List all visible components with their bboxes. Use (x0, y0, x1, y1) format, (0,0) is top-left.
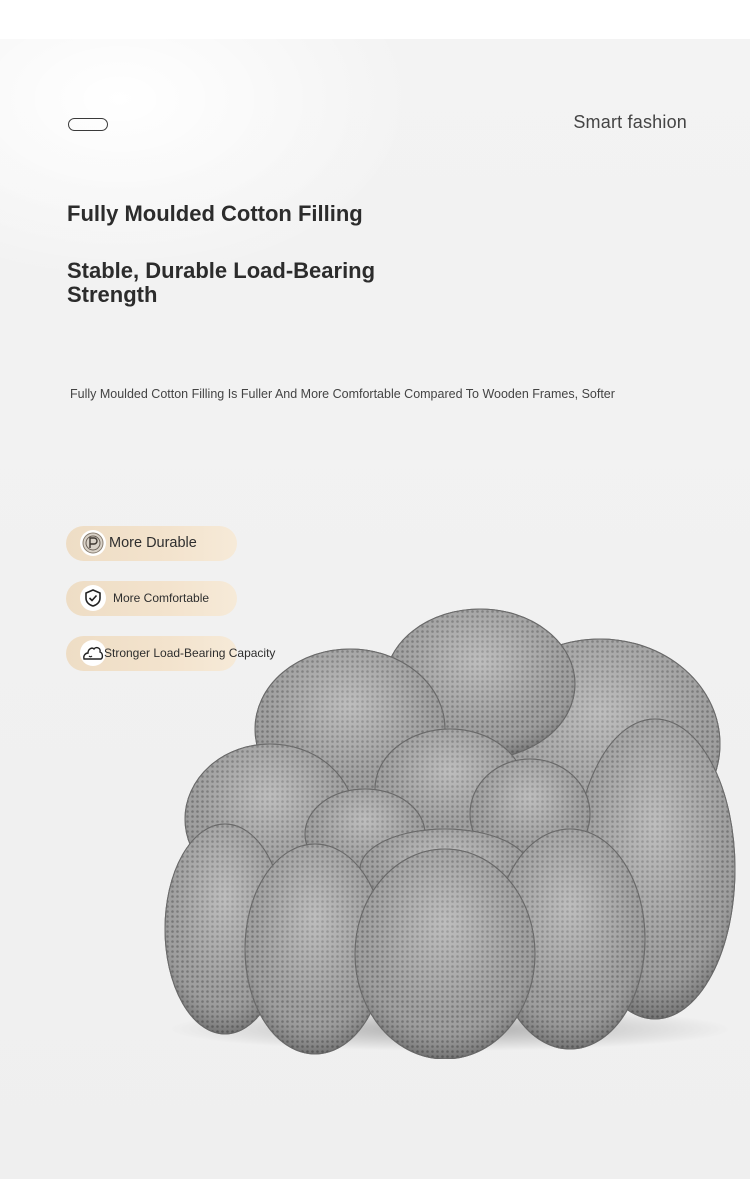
product-description: Fully Moulded Cotton Filling Is Fuller And More Comfortable Compared To Wooden Frames, Softer (70, 387, 615, 401)
headline-subtitle: Stable, Durable Load-Bearing Strength (67, 258, 376, 307)
decorative-pill-outline (68, 118, 108, 131)
cloud-cushion-icon (80, 640, 106, 666)
shield-check-icon (80, 585, 106, 611)
headline-title: Fully Moulded Cotton Filling (67, 201, 363, 226)
feature-label: More Durable (109, 535, 197, 551)
feature-label: Stronger Load-Bearing Capacity (104, 646, 276, 660)
product-banner (0, 39, 750, 1179)
feature-more-durable (66, 526, 237, 561)
durable-badge-icon (80, 530, 106, 556)
feature-label: More Comfortable (113, 591, 210, 605)
bubble-sofa-image (150, 599, 750, 1059)
brand-tagline: Smart fashion (573, 112, 687, 132)
